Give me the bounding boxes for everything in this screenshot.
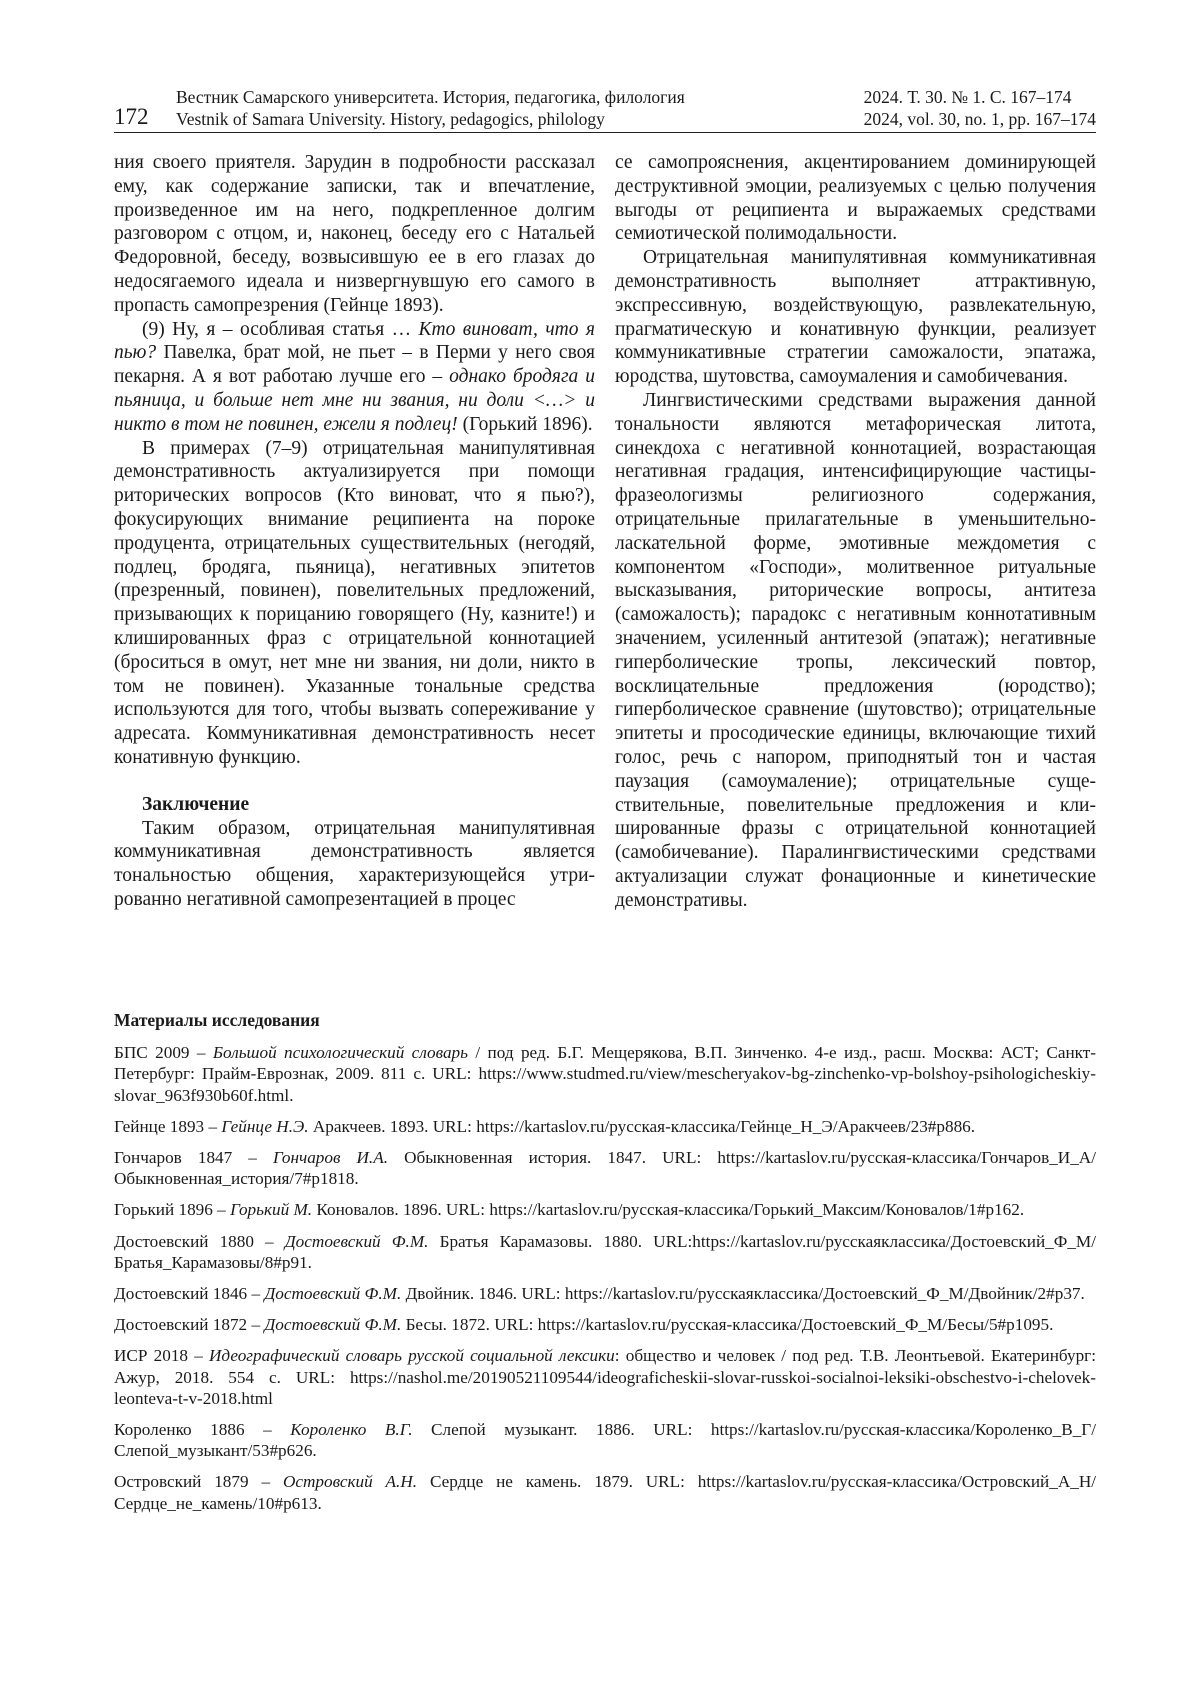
reference-key: Достоевский 1846 – [114,1284,265,1304]
reference-body: Слепой музыкант. 1886. URL: https://kartaslov.ru/русская-классика/Короленко_В_Г/Слепой_музыкант/53#p626. [114,1420,1096,1461]
reference-item [114,1147,1096,1189]
paragraph: се самопрояснения, акцентированием доминирующей деструктивной эмоции, реализуемых с целью получения выгоды от реципиента и выражаемых средствами семиотической полимодальности. [615,152,1096,245]
reference-body: Братья Карамазовы. 1880. URL:https://kartaslov.ru/русскаяклассика/Достоевский_Ф_М/Братья_Карамазовы/8#p91. [114,1231,1096,1272]
reference-item [114,1471,1096,1513]
references-section [114,1010,1096,1524]
paragraph: ния своего приятеля. Зарудин в подробности рассказал ему, как содержание записки, так и впечатление, произведенное им на него, подкрепленное долгим разговором с отцом, и, наконец, беседу его с Натальей Федоровной, беседу, возвысившую ее в его глазах до недосягаемого идеала и низвергнувшую его самого в пропасть самопрезрения (Гейнце 1893). [114,152,595,316]
example-italic: однако бродяга и пьяница, и больше нет мне ни звания, ни доли <…> и никто в том не повинен, ежели я подлец! [114,366,595,435]
reference-key: Короленко 1886 – [114,1420,291,1440]
reference-italic: Гейнце Н.Э. [221,1116,309,1136]
reference-body: / под ред. Б.Г. Мещерякова, В.П. Зинченко. 4-е изд., расш. Москва: АСТ; Санкт-Петербург: Прайм-Еврознак, 2009. 811 с. URL: https://www.studmed.ru/view/mescheryakov-bg-zinchenko-vp-bolshoy-psihologicheskiy-slovar_963f930b60f.html. [114,1043,1097,1105]
journal-title-en: Vestnik of Samara University. History, pedagogics, philology [176,109,605,129]
reference-item [114,1283,1096,1304]
paragraph: Таким образом, отрицательная манипулятивная коммуникативная демонстративность является тональностью общения, характеризующейся утрированно негативной самопрезентацией в процес [114,817,595,910]
reference-item [114,1314,1096,1335]
reference-item [114,1231,1096,1273]
reference-body: Аракчеев. 1893. URL: https://kartaslov.ru/русская-классика/Гейнце_Н_Э/Аракчеев/23#p886. [308,1116,976,1136]
reference-item [114,1345,1096,1409]
example-italic: Кто виноват, что я пью? [114,318,595,364]
reference-item [114,1042,1096,1106]
references-title: Материалы исследования [114,1010,320,1030]
left-column [114,151,595,912]
reference-item [114,1419,1096,1461]
reference-key: ИСР 2018 – [114,1346,209,1366]
reference-italic: Горький М. [230,1200,313,1220]
reference-body: Обыкновенная история. 1847. URL: https://kartaslov.ru/русская-классика/Гончаров_И_А/Обыкновенная_история/7#p1818. [114,1148,1096,1189]
reference-key: Островский 1879 – [114,1472,283,1492]
example-text: Павелка, брат мой, не пьет – в Перми у него своя пекарня. А я вот работаю лучше его – [114,342,595,388]
reference-item [114,1199,1096,1220]
journal-title [176,86,685,130]
journal-title-ru: Вестник Самарского университета. История, педагогика, филология [176,87,685,107]
paragraph: Отрицательная манипулятивная коммуникативная демонстративность выполняет аттрактивную, экспрессивную, воздействующую, развлекательную, прагматическую и конативную функции, реализует коммуникативные стратегии саможалости, эпатажа, юродства, шутовства, самоумаления и самобичевания. [615,247,1096,388]
reference-body: : общество и человек / под ред. Т.В. Леонтьевой. Екатеринбург: Ажур, 2018. 554 с. URL: https://nashol.me/20190521109544/ideograficheskii-slovar-russkoi-socialnoi-leksiki-obschestvo-i-chelovek-leonteva-t-v-2018.html [114,1346,1096,1408]
issue-info-en: 2024, vol. 30, no. 1, pp. 167–174 [863,109,1096,129]
reference-italic: Островский А.Н. [282,1472,418,1492]
page-number: 172 [114,104,149,129]
right-column [615,151,1096,913]
reference-item [114,1116,1096,1137]
issue-info-ru: 2024. Т. 30. № 1. С. 167–174 [863,87,1072,107]
reference-key: Достоевский 1880 – [114,1231,285,1251]
example-text: (9) Ну, я – особливая статья … [142,318,419,340]
reference-body: Сердце не камень. 1879. URL: https://kartaslov.ru/русская-классика/Островский_А_Н/Сердце_не_камень/10#p613. [114,1472,1097,1513]
header-rule [114,132,1096,133]
reference-body: Коновалов. 1896. URL: https://kartaslov.ru/русская-классика/Горький_Максим/Коновалов/1#p162. [312,1200,1025,1220]
reference-key: Достоевский 1872 – [114,1315,265,1335]
reference-body: Бесы. 1872. URL: https://kartaslov.ru/русская-классика/Достоевский_Ф_М/Бесы/5#p1095. [401,1315,1054,1335]
running-header [114,86,1096,134]
paragraph: В примерах (7–9) отрицательная манипулятивная демонстративность актуализируется при помощи риторических вопросов (Кто виноват, что я пью?), фокусирующих внимание реципиента на пороке продуцента, отрицательных существительных (негодяй, подлец, бродяга, пьяница), негативных эпитетов (презренный, повинен), повелительных предложений, призывающих к порицанию говорящего (Ну, казните!) и клишированных фраз с отрицательной коннотацией (броситься в омут, нет мне ни звания, ни доли, никто в том не повинен). Указанные тональные средства используются для того, чтобы вызвать сопереживание у адресата. Коммуникативная демонстративность несет конативную функцию. [114,437,595,768]
reference-key: Гейнце 1893 – [114,1116,222,1136]
reference-italic: Достоевский Ф.М. [284,1231,429,1251]
reference-body: Двойник. 1846. URL: https://kartaslov.ru/русскаяклассика/Достоевский_Ф_М/Двойник/2#p37. [401,1284,1085,1304]
reference-key: БПС 2009 – [114,1043,213,1063]
paragraph: Лингвистическими средствами выражения данной тональности являются метафорическая литота, синекдоха с негативной коннотацией, возрастающая негативная градация, интенсифицирующие частицы-фразеологизмы религиозного содержания, отрицательные прилагательные в уменьшительно-ласкательной форме, эмотивные междометия с компонентом «Господи», молитвенное ритуальные высказывания, риторические вопросы, антитеза (саможалость); парадокс с негативным коннотативным значением, усиленный антитезой (эпатаж); негативные гиперболические тропы, лексический повтор, восклицательные предложения (юродство); гиперболическое сравнение (шутовство); отрицательные эпитеты и просодические единицы, включающие тихий голос, речь с напором, приподнятый тон и частая паузация (самоумаление); отрицательные существительные, повелительные предложения и клишированные фразы с отрицательной коннотацией (самобичевание). Паралингвистическими средствами актуализации служат фонационные и кинетические демонстративы. [615,389,1096,911]
reference-italic: Гончаров И.А. [272,1148,389,1168]
reference-italic: Большой психологический словарь [212,1043,468,1063]
reference-italic: Достоевский Ф.М. [264,1315,402,1335]
reference-italic: Идеографический словарь русской социальной лексики [209,1346,615,1366]
reference-italic: Короленко В.Г. [290,1420,413,1440]
example-source: (Горький 1896). [457,413,593,435]
section-heading: Заключение [142,793,250,815]
example-9 [114,318,595,437]
reference-italic: Достоевский Ф.М. [264,1284,402,1304]
reference-key: Гончаров 1847 – [114,1148,273,1168]
reference-key: Горький 1896 – [114,1200,231,1220]
issue-info [864,86,1096,130]
